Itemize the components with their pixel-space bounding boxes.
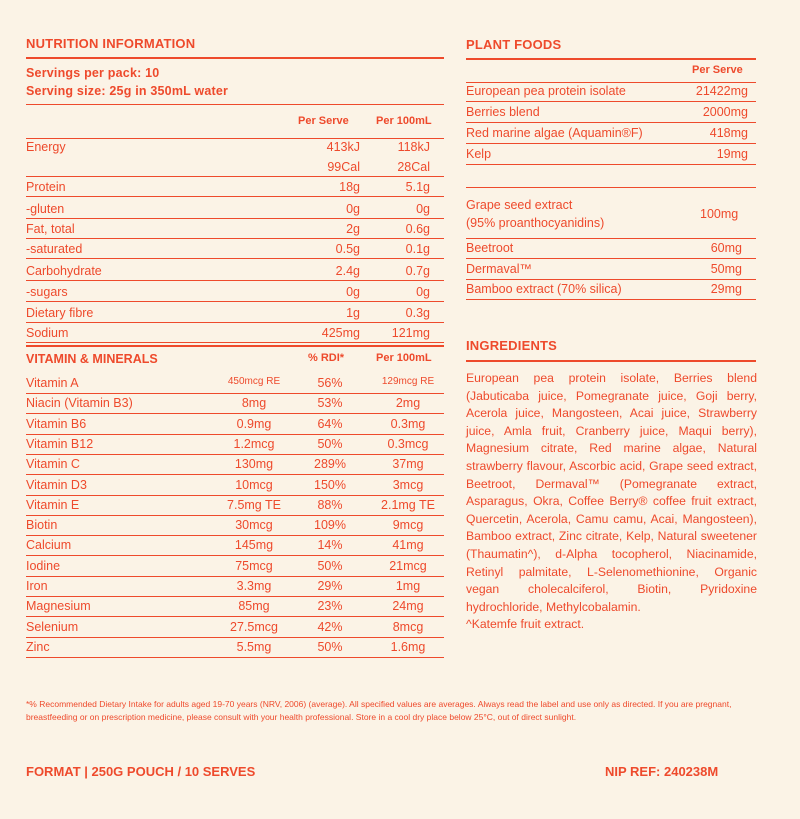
vitamin-name: Biotin [26, 518, 58, 533]
nutrient-name: -sugars [26, 285, 68, 299]
plant-header-row [466, 64, 756, 84]
divider [26, 434, 444, 435]
plant-name: Kelp [466, 147, 492, 161]
rdi-value: 53% [317, 396, 343, 411]
divider [26, 657, 444, 658]
rdi-value: 289% [314, 457, 346, 472]
amount-value: 85mg [238, 599, 270, 614]
per-100ml-value: 37mg [392, 457, 424, 472]
nutrition-row [26, 285, 444, 305]
divider [466, 279, 756, 280]
divider [26, 218, 444, 219]
nutrition-row [26, 160, 444, 180]
nutrition-row [26, 326, 444, 346]
divider [466, 360, 756, 362]
plant-name: Dermaval™ [466, 262, 532, 276]
rdi-value: 88% [317, 497, 343, 512]
divider [26, 515, 444, 516]
plant-name: Bamboo extract (70% silica) [466, 282, 622, 296]
plant-value: 2000mg [702, 105, 748, 119]
per-100ml-value: 0g [416, 285, 430, 299]
rdi-value: 42% [317, 619, 343, 634]
vitamin-name: Calcium [26, 538, 72, 553]
nutrient-name: -saturated [26, 242, 83, 256]
per-100ml-value: 0.3mg [390, 416, 426, 431]
nutrition-row [26, 180, 444, 200]
vitamin-name: Vitamin A [26, 376, 79, 390]
divider [26, 57, 444, 59]
divider [466, 143, 756, 144]
vitamin-name: Vitamin E [26, 497, 80, 512]
per-serve-value: 1g [346, 306, 360, 320]
plant-value: 21422mg [695, 84, 748, 98]
vitamin-name: Vitamin B6 [26, 416, 87, 431]
per-100ml-value: 0.6g [405, 222, 430, 236]
rdi-value: 29% [317, 579, 343, 593]
per-serve-value: 0.5g [335, 242, 360, 256]
amount-value: 8mg [241, 396, 267, 411]
vitamin-name: Zinc [26, 639, 50, 654]
serving-size: Serving size: 25g in 350mL water [26, 84, 229, 98]
divider [466, 82, 756, 83]
vitamins-header-row [26, 352, 444, 372]
divider [26, 555, 444, 556]
per-100ml-value: 24mg [392, 599, 424, 614]
divider [26, 176, 444, 177]
plant-value: 100mg [700, 207, 739, 221]
nutrition-row [26, 140, 444, 160]
rdi-value: 56% [317, 376, 343, 390]
rdi-value: 109% [314, 518, 346, 533]
per-serve-value: 413kJ [326, 140, 360, 154]
divider [26, 535, 444, 536]
amount-value: 1.2mcg [233, 436, 275, 451]
divider [466, 299, 756, 300]
vitamin-name: Magnesium [26, 599, 91, 614]
divider [466, 164, 756, 165]
rdi-value: 50% [317, 639, 343, 654]
divider [466, 101, 756, 102]
nutrition-row [26, 306, 444, 326]
plant-value: 50mg [710, 262, 742, 276]
per-serve-value: 99Cal [327, 160, 360, 174]
vitamin-name: Selenium [26, 619, 79, 634]
divider [26, 342, 444, 343]
divider [26, 301, 444, 302]
divider [26, 596, 444, 597]
divider [26, 413, 444, 414]
per-100ml-value: 118kJ [397, 140, 430, 154]
plant-name: Red marine algae (Aquamin®F) [466, 126, 643, 140]
per-100ml-value: 0g [416, 202, 430, 216]
footnote: *% Recommended Dietary Intake for adults aged 19-70 years (NRV, 2006) (average). All specified values are averages. Always read the label and use only as directed. If you are pregnant, breastfeeding or on prescription medicine, please consult with your health professional. Store in a cool dry place below 25°C, out of direct sunlight. [26, 699, 732, 722]
nutrient-name: Protein [26, 180, 66, 194]
per-serve-value: 0g [346, 202, 360, 216]
per-100ml-value: 0.3g [405, 306, 430, 320]
per-serve-value: 2g [346, 222, 360, 236]
rdi-value: 50% [317, 558, 343, 573]
divider [26, 258, 444, 259]
per-100ml-value: 0.7g [405, 264, 430, 278]
nutrient-name: Sodium [26, 326, 69, 340]
vitamin-name: Vitamin B12 [26, 436, 94, 451]
divider [466, 258, 756, 259]
nutrient-name: Fat, total [26, 222, 75, 236]
vitamin-name: Vitamin D3 [26, 477, 87, 492]
nutrition-header-row [26, 115, 444, 135]
plant-name: European pea protein isolate [466, 84, 626, 98]
divider [26, 393, 444, 394]
amount-value: 30mcg [235, 518, 273, 533]
nutrition-row [26, 202, 444, 222]
amount-value: 5.5mg [236, 639, 272, 654]
plant-name: Grape seed extract [466, 198, 573, 212]
amount-value: 450mcg RE [227, 376, 281, 387]
nutrition-row [26, 222, 444, 242]
divider [26, 616, 444, 617]
per-100ml-value: 41mg [392, 538, 424, 553]
amount-value: 7.5mg TE [227, 497, 281, 512]
per-100ml-value: 28Cal [397, 160, 430, 174]
divider [26, 322, 444, 323]
per-serve-value: 18g [339, 180, 360, 194]
per-serve-value: 2.4g [335, 264, 360, 278]
ingredients-list: European pea protein isolate, Berries blend (Jabuticaba juice, Pomegranate juice, Goji berry, Acerola juice, Mangosteen, Acai juice, Strawberry juice, Amla fruit, Cranberry juice, Maqui berry), Magnesium citrate, Red marine algae, Natural strawberry flavour, Ascorbic acid, Grape seed extract, Beetroot, Dermaval™ (Pomegranate extract, Asparagus, Okra, Coffee Berry® coffee fruit extract, Quercetin, Acerola, Camu camu, Acai, Mangosteen), Bamboo extract, Zinc citrate, Kelp, Natural sweetener (Thaumatin^), d-Alpha tocopherol, Niacinamide, Retinyl palmitate, L-Selenomethionine, Organic vegan cholecalciferol, Biotin, Pyridoxine hydrochloride, Methylcobalamin. [466, 371, 757, 614]
col-per-serve: Per Serve [692, 64, 743, 76]
vitamin-name: Niacin (Vitamin B3) [26, 396, 133, 411]
nutrition-row [26, 264, 444, 284]
plant-value: 418mg [709, 126, 748, 140]
servings-per-pack: Servings per pack: 10 [26, 66, 160, 80]
divider [26, 104, 444, 105]
plant-name: Beetroot [466, 241, 514, 255]
per-100ml-value: 0.1g [405, 242, 430, 256]
amount-value: 145mg [234, 538, 274, 553]
vitamins-title: VITAMIN & MINERALS [26, 352, 158, 366]
nutrient-name: Dietary fibre [26, 306, 94, 320]
amount-value: 75mcg [235, 558, 273, 573]
per-serve-value: 0g [346, 285, 360, 299]
divider [26, 280, 444, 281]
divider [26, 474, 444, 475]
per-100ml-value: 21mcg [389, 558, 427, 573]
per-100ml-value: 1.6mg [390, 639, 426, 654]
vitamin-name: Iodine [26, 558, 61, 573]
vitamin-name: Iron [26, 579, 48, 593]
vitamin-name: Vitamin C [26, 457, 80, 472]
col-per-serve: Per Serve [298, 115, 349, 127]
divider [466, 58, 756, 60]
divider [26, 196, 444, 197]
divider [26, 576, 444, 577]
rdi-value: 64% [317, 416, 343, 431]
per-100ml-value: 0.3mcg [387, 436, 429, 451]
format-label: FORMAT | 250G POUCH / 10 SERVES [26, 764, 256, 779]
rdi-value: 14% [317, 538, 343, 553]
amount-value: 3.3mg [236, 579, 272, 593]
nutrient-name: Carbohydrate [26, 264, 102, 278]
per-100ml-value: 129mcg RE [381, 376, 435, 387]
per-serve-value: 425mg [321, 326, 360, 340]
per-100ml-value: 1mg [395, 579, 421, 593]
col-rdi: % RDI* [308, 352, 345, 364]
divider [26, 238, 444, 239]
plant-name: (95% proanthocyanidins) [466, 216, 605, 230]
divider [26, 138, 444, 139]
per-100ml-value: 121mg [391, 326, 430, 340]
per-100ml-value: 5.1g [405, 180, 430, 194]
plant-value: 60mg [710, 241, 742, 255]
nutrition-row [26, 242, 444, 262]
divider [26, 345, 444, 347]
nutrient-name: -gluten [26, 202, 65, 216]
per-100ml-value: 2.1mg TE [381, 497, 435, 512]
col-per-100ml: Per 100mL [376, 115, 432, 127]
divider [466, 238, 756, 239]
per-100ml-value: 2mg [395, 396, 421, 411]
grape-value-row [466, 207, 756, 227]
divider [26, 637, 444, 638]
nutrition-title: NUTRITION INFORMATION [26, 36, 196, 51]
plant-value: 29mg [710, 282, 742, 296]
rdi-value: 50% [317, 436, 343, 451]
plant-foods-title: PLANT FOODS [466, 37, 562, 52]
plant-name: Berries blend [466, 105, 540, 119]
divider [466, 187, 756, 188]
per-100ml-value: 8mcg [392, 619, 424, 634]
amount-value: 10mcg [235, 477, 273, 492]
rdi-value: 150% [314, 477, 346, 492]
ingredients-text [466, 370, 757, 634]
plant-value: 19mg [716, 147, 748, 161]
divider [26, 454, 444, 455]
nip-ref: NIP REF: 240238M [605, 764, 719, 779]
per-100ml-value: 3mcg [392, 477, 424, 492]
amount-value: 0.9mg [236, 416, 272, 431]
amount-value: 130mg [234, 457, 274, 472]
divider [466, 122, 756, 123]
amount-value: 27.5mcg [230, 619, 278, 634]
nutrient-name: Energy [26, 140, 66, 154]
ingredients-title: INGREDIENTS [466, 338, 558, 353]
divider [26, 495, 444, 496]
per-100ml-value: 9mcg [392, 518, 424, 533]
ingredients-note: ^Katemfe fruit extract. [466, 617, 585, 632]
col-per-100ml: Per 100mL [376, 352, 432, 364]
rdi-value: 23% [317, 599, 343, 614]
